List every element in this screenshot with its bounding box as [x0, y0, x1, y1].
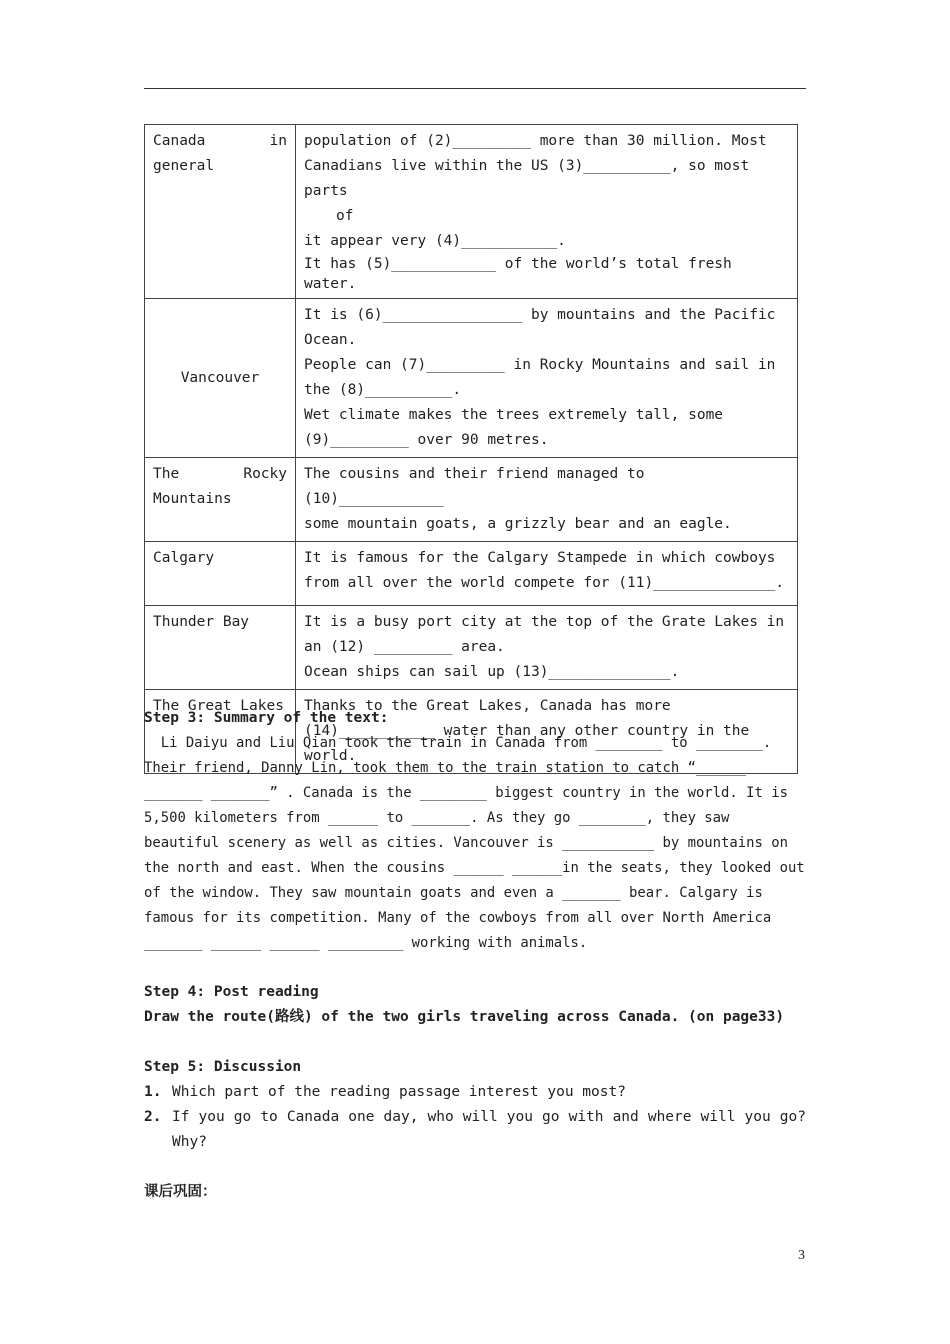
- summary-line: of the window. They saw mountain goats and even a _______ bear. Calgary is: [144, 885, 763, 901]
- row-label: Canada in general: [145, 125, 296, 299]
- summary-line: famous for its competition. Many of the cowboys from all over North America: [144, 910, 772, 926]
- row-label: The Great Lakes: [145, 690, 296, 774]
- summary-line: _______ ______ ______ _________ working with animals.: [144, 935, 588, 951]
- row-content: [296, 125, 798, 299]
- step4-section: [144, 980, 806, 1030]
- text-line: (14)___________ water than any other country in the: [304, 723, 750, 739]
- summary-line: the north and east. When the cousins ______ ______in the seats, they looked out: [144, 860, 805, 876]
- row-content: [296, 542, 798, 606]
- after-class-heading: 课后巩固：: [144, 1184, 217, 1200]
- text-line: world.: [304, 748, 357, 764]
- item-text: Which part of the reading passage interest you most?: [172, 1084, 626, 1100]
- summary-line: _______ _______” . Canada is the ________ biggest country in the world. It is: [144, 785, 788, 801]
- row-label: Calgary: [145, 542, 296, 606]
- text-line: (9)_________ over 90 metres.: [304, 432, 549, 448]
- item-number: 1.: [144, 1084, 162, 1100]
- row-label: Vancouver: [145, 299, 296, 458]
- text-line: People can (7)_________ in Rocky Mountains and sail in: [304, 357, 776, 373]
- table-row: [145, 125, 798, 299]
- text-line: it appear very (4)___________.: [304, 233, 566, 249]
- table-row: [145, 606, 798, 690]
- row-content: [296, 458, 798, 542]
- text-line: an (12) _________ area.: [304, 639, 505, 655]
- canada-info-table: [144, 124, 798, 774]
- row-content: [296, 606, 798, 690]
- summary-line: 5,500 kilometers from ______ to _______. As they go ________, they saw: [144, 810, 730, 826]
- row-label: Thunder Bay: [145, 606, 296, 690]
- text-line: the (8)__________.: [304, 382, 462, 398]
- row-content: [296, 299, 798, 458]
- step3-heading: Step 3: Summary of the text:: [144, 710, 389, 726]
- text-line: Ocean ships can sail up (13)______________.: [304, 664, 680, 680]
- text-line: Wet climate makes the trees extremely tall, some: [304, 407, 724, 423]
- text-line: Canadians live within the US (3)__________, so most parts: [304, 158, 750, 199]
- text-line: It is a busy port city at the top of the Grate Lakes in: [304, 614, 785, 630]
- table-row: [145, 458, 798, 542]
- page-number: 3: [798, 1248, 805, 1263]
- step3-section: [144, 706, 806, 956]
- item-number: 2.: [144, 1109, 162, 1125]
- text-line: The cousins and their friend managed to (10)____________: [304, 466, 645, 507]
- row-label: The Rocky Mountains: [145, 458, 296, 542]
- step4-heading: Step 4: Post reading: [144, 984, 319, 1000]
- text-line: Thanks to the Great Lakes, Canada has more: [304, 698, 671, 714]
- table-row: [145, 542, 798, 606]
- text-line: It is famous for the Calgary Stampede in which cowboys: [304, 550, 776, 566]
- text-line: from all over the world compete for (11)______________.: [304, 575, 785, 591]
- text-line: some mountain goats, a grizzly bear and an eagle.: [304, 516, 732, 532]
- table-row: [145, 299, 798, 458]
- header-rule: [144, 88, 806, 89]
- text-line: It is (6)________________ by mountains and the Pacific: [304, 307, 776, 323]
- text-line: population of (2)_________ more than 30 million. Most: [304, 133, 767, 149]
- summary-line: Li Daiyu and Liu Qian took the train in Canada from ________ to ________.: [144, 735, 772, 751]
- summary-paragraph: [144, 731, 806, 956]
- list-item: [144, 1105, 806, 1155]
- step4-instruction: Draw the route(路线) of the two girls traveling across Canada. (on page33): [144, 1009, 785, 1025]
- list-item: [144, 1080, 806, 1105]
- text-line: of: [336, 208, 354, 224]
- step5-heading: Step 5: Discussion: [144, 1059, 302, 1075]
- item-text: If you go to Canada one day, who will you go with and where will you go? Why?: [172, 1109, 806, 1150]
- summary-line: beautiful scenery as well as cities. Vancouver is ___________ by mountains on: [144, 835, 788, 851]
- text-line: It has (5)____________ of the world’s total fresh water.: [304, 256, 732, 292]
- step5-section: [144, 1055, 806, 1155]
- text-line: Ocean.: [304, 332, 357, 348]
- summary-line: Their friend, Danny Lin, took them to the train station to catch “______: [144, 760, 747, 776]
